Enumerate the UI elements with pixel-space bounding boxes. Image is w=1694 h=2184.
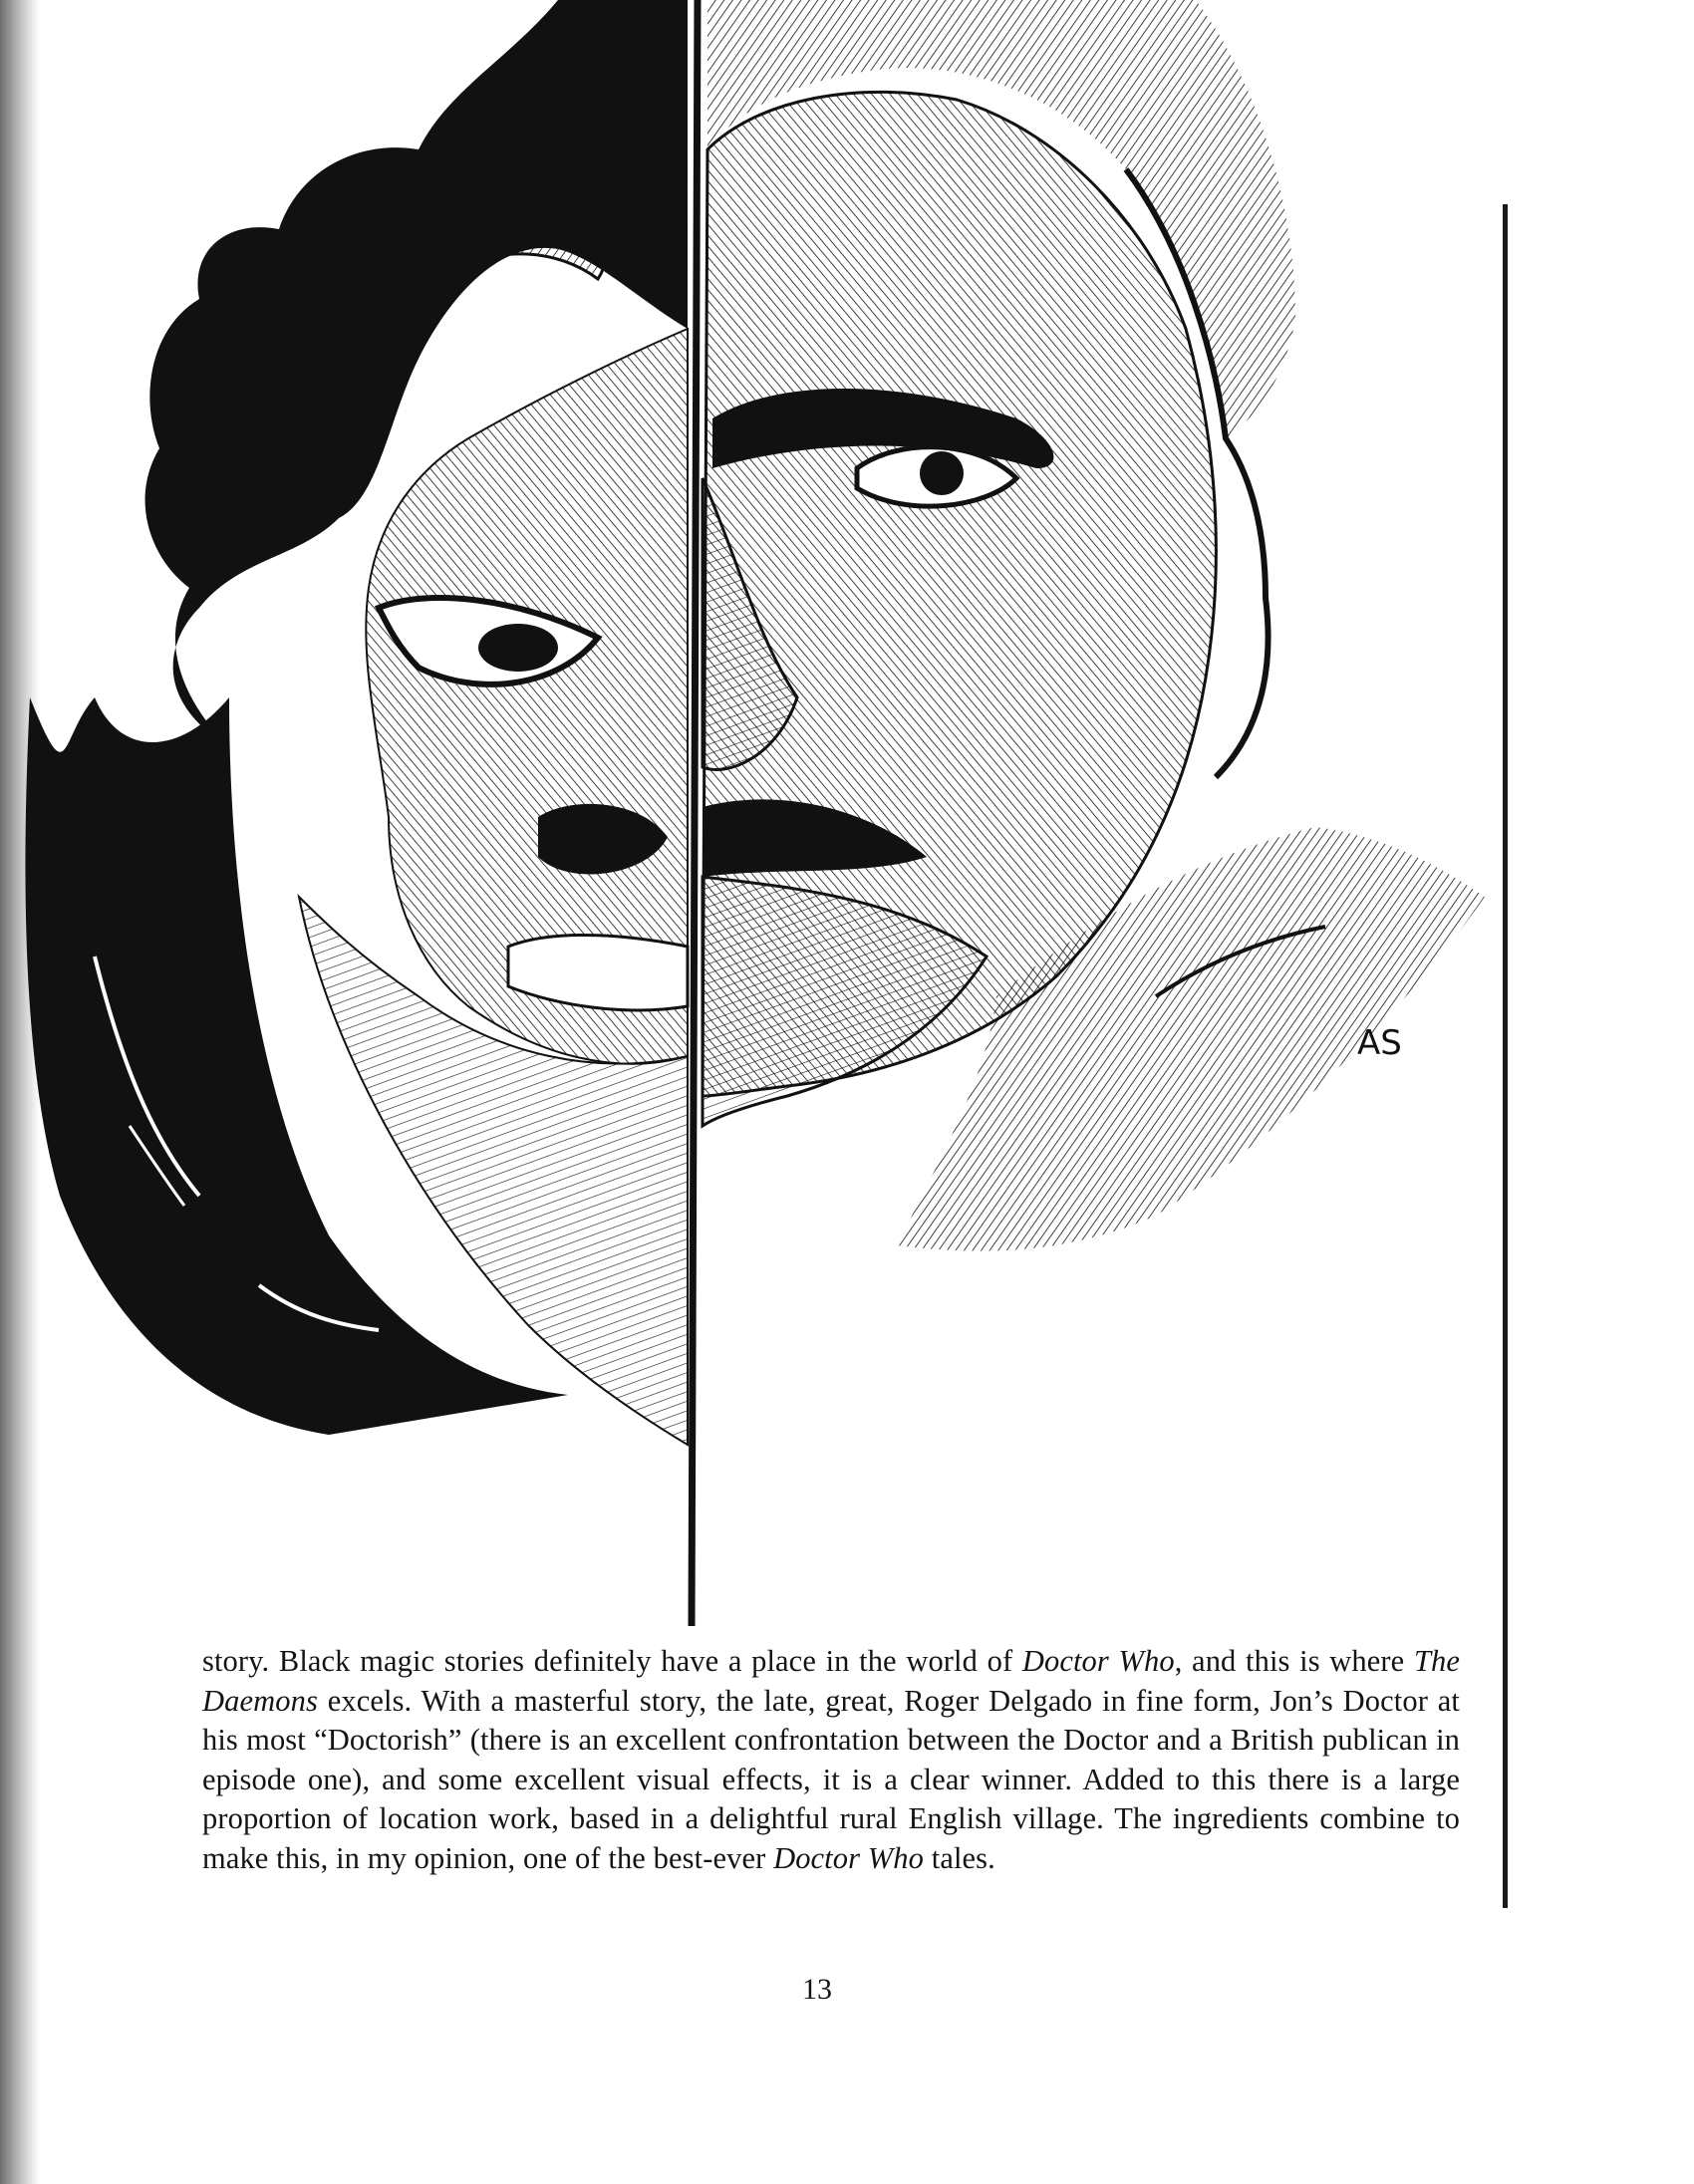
divider-line — [692, 0, 698, 1626]
article-body — [202, 1642, 1460, 1878]
artist-signature: AS — [1357, 1023, 1402, 1063]
title-doctor-who: Doctor Who — [773, 1840, 925, 1875]
title-the-daemons: The Daemons — [202, 1644, 1460, 1718]
body-text-segment: story. Black magic stories definitely have a place in the world of — [202, 1644, 1022, 1678]
margin-rule — [1503, 204, 1508, 1908]
body-text-segment: , and this is where — [1174, 1644, 1414, 1678]
title-doctor-who: Doctor Who — [1021, 1644, 1175, 1678]
demon-half — [25, 0, 688, 1445]
body-text-segment: tales. — [924, 1840, 995, 1875]
master-half — [703, 0, 1485, 1251]
body-text-segment: excels. With a masterful story, the late, great, Roger Delgado in fine form, Jon’s Doctor at his most “Doctorish” (there is an excellent confrontation between the Doctor and a British publican in episode one), and some excellent visual effects, it is a clear winner. Added to this there is a large proportion of location work, based in a delightful rural English village. The ingredients combine to make this, in my opinion, one of the best-ever — [202, 1683, 1460, 1875]
page-number: 13 — [802, 1973, 832, 2006]
